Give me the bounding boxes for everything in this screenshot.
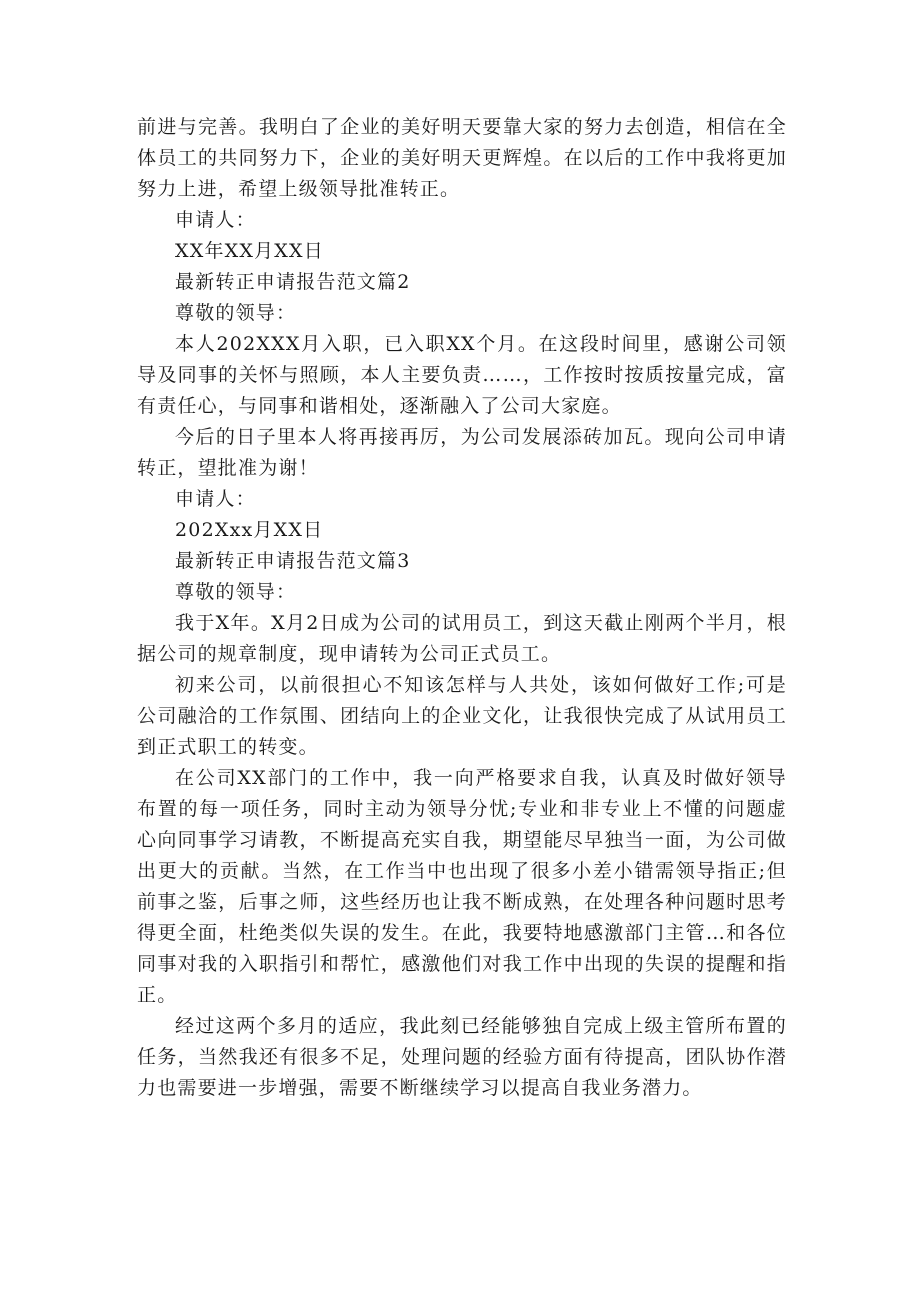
date-line: XX年XX月XX日	[175, 240, 324, 262]
applicant-label: 申请人：	[175, 209, 256, 231]
paragraph: 我于X年。X月2日成为公司的试用员工，到这天截止刚两个半月，根据公司的规章制度，现申请转为公司正式员工。	[137, 612, 787, 665]
paragraph: 本人202XXX月入职，已入职XX个月。在这段时间里，感谢公司领导及同事的关怀与照顾，本人主要负责……，工作按时按质按量完成，富有责任心，与同事和谐相处，逐渐融入了公司大家庭。	[137, 333, 787, 417]
document-body	[137, 112, 787, 1104]
section-heading: 最新转正申请报告范文篇2	[175, 271, 411, 293]
paragraph: 经过这两个多月的适应，我此刻已经能够独自完成上级主管所布置的任务，当然我还有很多不足，处理问题的经验方面有待提高，团队协作潜力也需要进一步增强，需要不断继续学习以提高自我业务潜力。	[137, 1015, 787, 1099]
salutation: 尊敬的领导：	[175, 302, 297, 324]
paragraph: 今后的日子里本人将再接再厉，为公司发展添砖加瓦。现向公司申请转正，望批准为谢！	[137, 426, 787, 479]
paragraph: 在公司XX部门的工作中，我一向严格要求自我，认真及时做好领导布置的每一项任务，同时主动为领导分忧;专业和非专业上不懂的问题虚心向同事学习请教，不断提高充实自我，期望能尽早独当一面，为公司做出更大的贡献。当然，在工作当中也出现了很多小差小错需领导指正;但前事之鉴，后事之师，这些经历也让我不断成熟，在处理各种问题时思考得更全面，杜绝类似失误的发生。在此，我要特地感激部门主管…和各位同事对我的入职指引和帮忙，感激他们对我工作中出现的失误的提醒和指正。	[137, 767, 787, 1006]
paragraph-continuation: 前进与完善。我明白了企业的美好明天要靠大家的努力去创造，相信在全体员工的共同努力下，企业的美好明天更辉煌。在以后的工作中我将更加努力上进，希望上级领导批准转正。	[137, 116, 787, 200]
date-line: 202Xxx月XX日	[175, 519, 324, 541]
section-heading: 最新转正申请报告范文篇3	[175, 550, 411, 572]
paragraph: 初来公司，以前很担心不知该怎样与人共处，该如何做好工作;可是公司融洽的工作氛围、团结向上的企业文化，让我很快完成了从试用员工到正式职工的转变。	[137, 674, 787, 758]
salutation: 尊敬的领导：	[175, 581, 297, 603]
applicant-label: 申请人：	[175, 488, 256, 510]
